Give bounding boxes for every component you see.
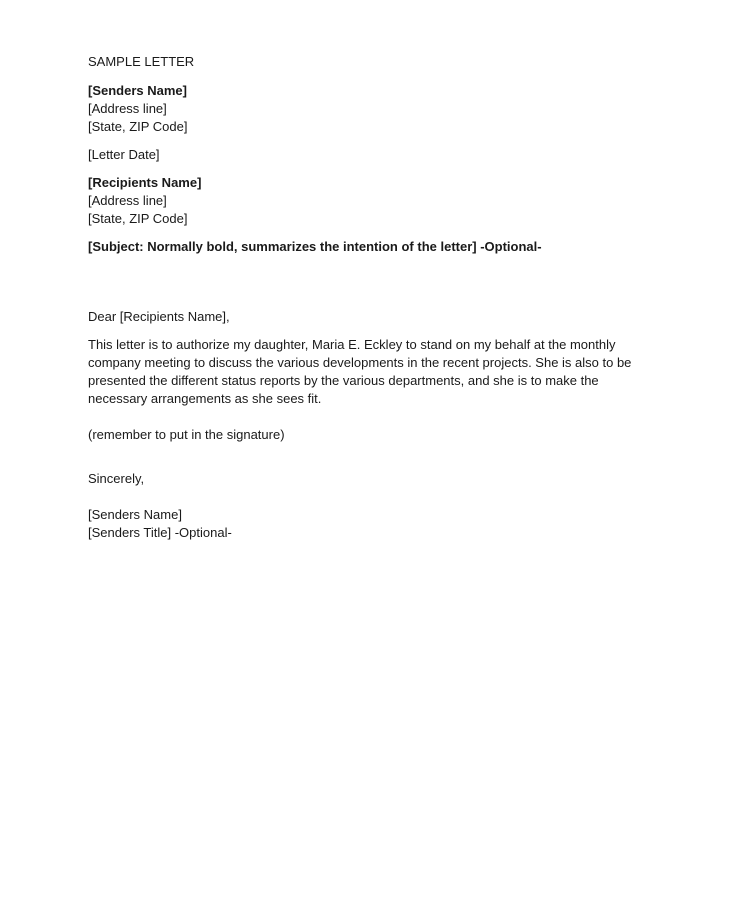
note-block: [88, 426, 668, 444]
body-text: This letter is to authorize my daughter, Maria E. Eckley to stand on my behalf at the monthly company meeting to discuss the various developments in the recent projects. She is also to be presented the different status reports by the various departments, and she is to make the necessary arrangements as she sees fit.: [88, 337, 632, 406]
letter-date: [Letter Date]: [88, 147, 160, 162]
date-block: [88, 146, 668, 164]
recipient-name: [Recipients Name]: [88, 175, 202, 190]
recipient-block: [88, 174, 668, 228]
sender-block: [88, 82, 668, 136]
closing-block: [88, 470, 668, 488]
subject-block: [88, 238, 668, 256]
signature-block: [88, 506, 668, 542]
recipient-address: [Address line]: [88, 193, 167, 208]
salutation: Dear [Recipients Name],: [88, 309, 230, 324]
body-paragraph: [88, 336, 660, 408]
salutation-block: [88, 308, 668, 326]
signature-name: [Senders Name]: [88, 507, 182, 522]
sender-name: [Senders Name]: [88, 83, 187, 98]
letter-heading: SAMPLE LETTER: [88, 54, 195, 69]
signature-note: (remember to put in the signature): [88, 427, 285, 442]
recipient-state-zip: [State, ZIP Code]: [88, 211, 188, 226]
sender-state-zip: [State, ZIP Code]: [88, 119, 188, 134]
closing: Sincerely,: [88, 471, 145, 486]
letter-subject: [Subject: Normally bold, summarizes the intention of the letter] -Optional-: [88, 239, 542, 254]
sender-address: [Address line]: [88, 101, 167, 116]
signature-title: [Senders Title] -Optional-: [88, 525, 232, 540]
letter-body: [88, 53, 668, 552]
